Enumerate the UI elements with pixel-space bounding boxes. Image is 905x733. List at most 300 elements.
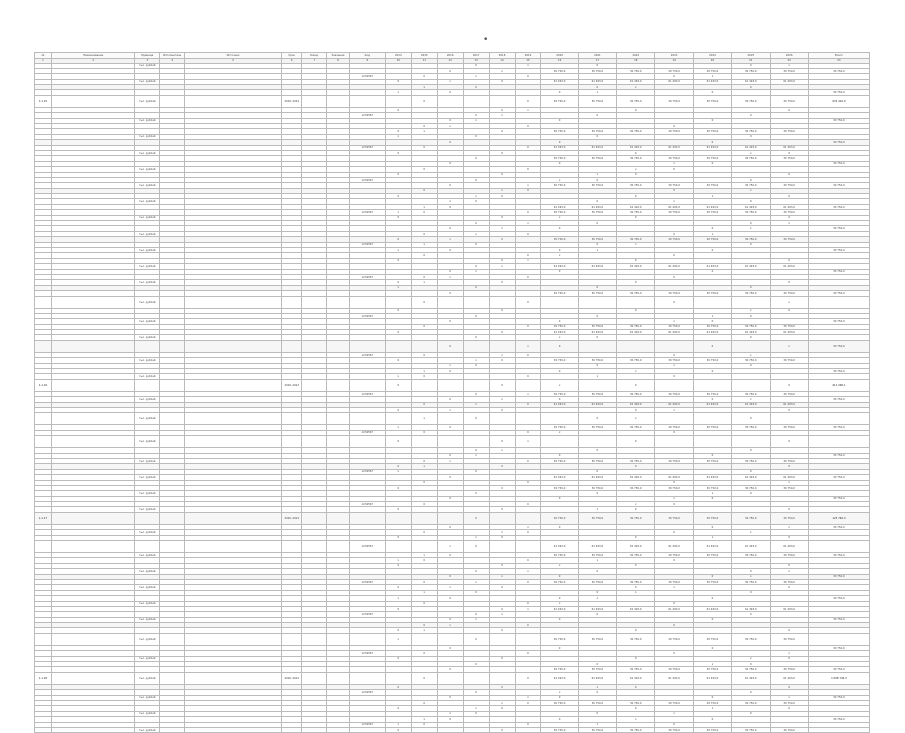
table-cell: 0 xyxy=(463,335,489,340)
table-cell: 0 xyxy=(655,558,693,563)
table-cell xyxy=(51,633,135,645)
table-cell: 30 750,0 xyxy=(541,291,578,296)
data-table xyxy=(34,52,870,732)
table-cell: 30 750,0 xyxy=(770,68,808,73)
table-cell: 30 750,0 xyxy=(655,95,693,107)
header-cell: Единица xyxy=(135,53,160,59)
table-cell: 0 xyxy=(463,177,489,182)
table-cell: тыс. рублей xyxy=(135,507,160,512)
table-cell: 0 xyxy=(385,237,411,242)
table-cell xyxy=(35,436,52,448)
table-cell: 0 xyxy=(385,215,411,220)
table-cell xyxy=(617,340,655,352)
table-cell: х xyxy=(437,711,463,716)
table-cell xyxy=(282,727,302,732)
table-cell: 30 750,0 xyxy=(655,727,693,732)
table-cell: 30 750,0 xyxy=(808,269,869,274)
header-cell: 2015 xyxy=(411,53,437,59)
table-cell: 0 xyxy=(411,231,437,236)
table-cell: 30 750,0 xyxy=(617,68,655,73)
table-cell: 30 750,0 xyxy=(732,68,770,73)
table-cell: х xyxy=(617,717,655,722)
table-cell: 30 750,0 xyxy=(808,667,869,672)
table-cell: 30 750,0 xyxy=(655,68,693,73)
table-cell: х xyxy=(617,413,655,425)
table-cell xyxy=(135,512,160,524)
table-cell xyxy=(51,541,135,553)
table-cell: 30 750,0 xyxy=(808,695,869,700)
column-number: 11 xyxy=(411,59,437,64)
table-cell: 0 xyxy=(463,413,489,425)
table-cell: 0 xyxy=(693,645,731,650)
table-cell: 0 xyxy=(515,722,541,727)
table-cell: 30 750,0 xyxy=(617,512,655,524)
table-cell: 30 750,0 xyxy=(693,324,731,329)
table-cell: 61 493,0 xyxy=(732,475,770,480)
table-cell: х xyxy=(489,188,515,193)
table-cell: 30 750,0 xyxy=(732,579,770,584)
table-cell: х xyxy=(770,695,808,700)
table-cell xyxy=(327,296,350,308)
table-cell xyxy=(302,95,327,107)
table-cell: 30 750,0 xyxy=(808,183,869,188)
table-cell: 30 750,0 xyxy=(655,667,693,672)
table-cell: х xyxy=(655,585,693,590)
table-cell: х xyxy=(770,221,808,226)
table-cell: 974 410,0 xyxy=(808,95,869,107)
table-cell: 0 xyxy=(515,374,541,379)
table-cell xyxy=(515,379,541,391)
table-cell: 30 750,0 xyxy=(770,183,808,188)
table-cell: 0 xyxy=(385,379,411,391)
table-cell: х xyxy=(463,118,489,123)
table-cell: х xyxy=(617,502,655,507)
table-cell: х xyxy=(489,574,515,579)
table-cell: тыс. рублей xyxy=(135,134,160,139)
column-number: 2 xyxy=(51,59,135,64)
table-cell: х xyxy=(385,633,411,645)
table-cell xyxy=(541,436,578,448)
table-cell: 0 xyxy=(411,274,437,279)
table-cell: 0 xyxy=(617,407,655,412)
table-cell: 0 xyxy=(655,430,693,435)
table-cell: х xyxy=(655,199,693,204)
table-cell xyxy=(411,436,437,448)
table-cell: 0 xyxy=(770,507,808,512)
table-cell: 1234567 xyxy=(349,722,385,727)
table-cell: 61 493,0 xyxy=(732,402,770,407)
table-cell: тыс. рублей xyxy=(135,183,160,188)
table-cell: 0 xyxy=(489,79,515,84)
table-cell: 0 xyxy=(515,502,541,507)
table-cell: тыс. рублей xyxy=(135,475,160,480)
table-cell: 61 493,0 xyxy=(541,402,578,407)
table-cell xyxy=(655,379,693,391)
table-cell: 30 750,0 xyxy=(541,553,578,558)
table-cell: тыс. рублей xyxy=(135,319,160,324)
header-cell: 2022 xyxy=(617,53,655,59)
table-cell xyxy=(327,95,350,107)
table-cell xyxy=(463,95,489,107)
table-cell: 30 750,0 xyxy=(655,237,693,242)
table-row xyxy=(35,436,870,448)
table-cell: 30 750,0 xyxy=(693,183,731,188)
table-cell xyxy=(302,340,327,352)
table-cell: 0 xyxy=(655,722,693,727)
table-cell: 0 xyxy=(770,628,808,633)
table-cell: 30 750,0 xyxy=(578,579,616,584)
table-cell xyxy=(302,541,327,553)
table-cell: 0 xyxy=(515,274,541,279)
column-number: 6 xyxy=(282,59,302,64)
table-cell: 0 xyxy=(515,458,541,463)
table-cell xyxy=(411,541,437,553)
table-cell: 30 750,0 xyxy=(770,237,808,242)
table-cell: 0 xyxy=(655,480,693,485)
table-cell: 61 493,0 xyxy=(578,606,616,611)
table-cell: 30 750,0 xyxy=(693,95,731,107)
table-cell xyxy=(51,340,135,352)
table-cell: 30 750,0 xyxy=(770,727,808,732)
table-cell: 30 750,0 xyxy=(693,553,731,558)
table-cell: 1234567 xyxy=(349,242,385,247)
table-cell: 1 098 745,3 xyxy=(808,672,869,684)
table-cell: 0 xyxy=(515,579,541,584)
table-cell xyxy=(437,436,463,448)
table-cell xyxy=(185,95,282,107)
table-cell: 0 xyxy=(578,113,616,118)
table-cell: 30 750,0 xyxy=(808,524,869,529)
table-cell: х xyxy=(437,237,463,242)
table-cell xyxy=(808,633,869,645)
table-cell: 61 493,0 xyxy=(732,541,770,553)
table-cell: 30 750,0 xyxy=(770,210,808,215)
table-cell: х xyxy=(617,85,655,90)
table-cell: 0 xyxy=(437,118,463,123)
table-cell: тыс. рублей xyxy=(135,458,160,463)
table-cell: х xyxy=(617,369,655,374)
table-cell: 0 xyxy=(489,280,515,285)
table-cell: 0 xyxy=(489,535,515,540)
table-cell: 0 xyxy=(489,485,515,490)
table-cell: 61 493,0 xyxy=(693,475,731,480)
table-cell: 0 xyxy=(732,569,770,574)
table-cell: 0 xyxy=(437,453,463,458)
table-cell: х xyxy=(515,391,541,396)
table-cell xyxy=(302,296,327,308)
table-cell xyxy=(437,95,463,107)
table-cell xyxy=(302,727,327,732)
table-cell: 0 xyxy=(515,95,541,107)
table-cell xyxy=(349,436,385,448)
table-cell: 30 750,0 xyxy=(541,237,578,242)
table-cell: 1234567 xyxy=(349,313,385,318)
table-cell: 0 xyxy=(489,379,515,391)
table-cell: 0 xyxy=(770,280,808,285)
table-cell: 30 750,0 xyxy=(617,210,655,215)
table-cell: 61 493,0 xyxy=(655,330,693,335)
table-cell: 30 750,0 xyxy=(617,727,655,732)
table-cell: 0 xyxy=(655,188,693,193)
table-cell: 411 290,1 xyxy=(808,379,869,391)
table-cell xyxy=(185,296,282,308)
table-cell: 30 750,0 xyxy=(617,633,655,645)
table-cell: 0 xyxy=(578,413,616,425)
table-cell: 61 493,0 xyxy=(541,672,578,684)
table-cell: 0 xyxy=(655,623,693,628)
table-cell: 0 xyxy=(541,453,578,458)
table-cell xyxy=(385,296,411,308)
table-cell xyxy=(35,541,52,553)
table-cell: х xyxy=(463,402,489,407)
table-cell: 0 xyxy=(693,397,731,402)
table-cell: 0 xyxy=(541,340,578,352)
table-cell: 0 xyxy=(617,172,655,177)
table-cell: 0 xyxy=(732,85,770,90)
table-cell xyxy=(35,296,52,308)
table-cell: 30 750,0 xyxy=(770,458,808,463)
table-cell: х xyxy=(463,194,489,199)
table-cell: 0 xyxy=(463,569,489,574)
table-cell: 0 xyxy=(732,113,770,118)
table-cell: 30 750,0 xyxy=(617,358,655,363)
table-cell xyxy=(327,436,350,448)
column-number: 8 xyxy=(327,59,350,64)
header-cell: Исполнитель xyxy=(160,53,185,59)
table-cell xyxy=(302,379,327,391)
table-cell: 0 xyxy=(732,491,770,496)
table-cell: 30 750,0 xyxy=(578,512,616,524)
table-cell xyxy=(541,413,578,425)
table-cell: х xyxy=(463,579,489,584)
table-cell: 0 xyxy=(489,407,515,412)
table-cell: 0 xyxy=(541,397,578,402)
table-cell: 0 xyxy=(770,215,808,220)
table-cell xyxy=(463,340,489,352)
table-cell: 0 xyxy=(437,90,463,95)
table-cell xyxy=(808,436,869,448)
table-cell: 0 xyxy=(693,369,731,374)
table-cell: 0 xyxy=(411,623,437,628)
table-cell: х xyxy=(515,221,541,226)
table-cell: 0 xyxy=(515,74,541,79)
table-cell: х xyxy=(437,274,463,279)
table-cell: х xyxy=(411,204,437,209)
table-cell xyxy=(282,296,302,308)
table-cell xyxy=(808,541,869,553)
table-cell: 30 750,0 xyxy=(578,129,616,134)
table-cell: 0 xyxy=(489,129,515,134)
header-cell: Всего xyxy=(808,53,869,59)
table-cell xyxy=(327,672,350,684)
header-cell: 2014 xyxy=(385,53,411,59)
table-cell: х xyxy=(541,601,578,606)
table-cell: х xyxy=(693,535,731,540)
table-cell: х xyxy=(732,397,770,402)
table-cell: 30 750,0 xyxy=(732,633,770,645)
table-cell: 30 750,0 xyxy=(617,553,655,558)
table-cell: х xyxy=(515,695,541,700)
table-cell: 30 750,0 xyxy=(541,358,578,363)
table-cell xyxy=(578,436,616,448)
header-cell: 2020 xyxy=(541,53,578,59)
table-cell: 0 xyxy=(515,530,541,535)
table-cell: 30 750,0 xyxy=(693,579,731,584)
table-cell: х xyxy=(541,253,578,258)
table-cell: 0 xyxy=(385,330,411,335)
table-cell xyxy=(808,296,869,308)
table-cell xyxy=(770,413,808,425)
table-cell xyxy=(51,436,135,448)
table-cell: 0 xyxy=(578,612,616,617)
table-cell: х xyxy=(489,530,515,535)
table-cell: 0 xyxy=(617,628,655,633)
table-cell: х xyxy=(515,258,541,263)
table-cell: 30 750,0 xyxy=(732,512,770,524)
table-cell: 61 493,0 xyxy=(617,204,655,209)
table-cell xyxy=(385,95,411,107)
table-cell xyxy=(327,379,350,391)
table-cell: 30 750,0 xyxy=(732,667,770,672)
table-cell: тыс. рублей xyxy=(135,95,160,107)
table-cell: 0 xyxy=(617,464,655,469)
header-cell: Срок xyxy=(282,53,302,59)
table-cell: 30 750,0 xyxy=(770,291,808,296)
table-cell: 30 750,0 xyxy=(655,129,693,134)
table-cell xyxy=(385,512,411,524)
table-cell: 0 xyxy=(655,253,693,258)
table-cell xyxy=(349,379,385,391)
table-cell: х xyxy=(693,313,731,318)
table-cell: х xyxy=(437,124,463,129)
table-cell: 30 750,0 xyxy=(578,553,616,558)
table-cell: 0 xyxy=(437,340,463,352)
table-cell xyxy=(489,95,515,107)
table-cell: х xyxy=(655,496,693,501)
table-cell: 0 xyxy=(463,285,489,290)
table-cell xyxy=(411,379,437,391)
table-cell: 61 493,0 xyxy=(655,606,693,611)
table-cell: х xyxy=(411,464,437,469)
table-cell: 1234567 xyxy=(349,352,385,357)
table-cell: 0 xyxy=(385,258,411,263)
table-cell: 0 xyxy=(437,369,463,374)
table-cell: х xyxy=(463,617,489,622)
table-cell: 0 xyxy=(578,85,616,90)
table-cell: 30 750,0 xyxy=(808,645,869,650)
table-cell: 0 xyxy=(463,690,489,695)
table-cell: тыс. рублей xyxy=(135,695,160,700)
table-cell: тыс. рублей xyxy=(135,601,160,606)
table-cell: 0 xyxy=(437,183,463,188)
header-cell: 2024 xyxy=(693,53,731,59)
table-cell xyxy=(349,413,385,425)
table-cell: 30 750,0 xyxy=(578,701,616,706)
table-cell: х xyxy=(693,491,731,496)
table-cell: 0 xyxy=(411,188,437,193)
table-cell: 0 xyxy=(770,464,808,469)
table-cell: 0 xyxy=(515,651,541,656)
table-cell xyxy=(302,512,327,524)
table-cell: 0 xyxy=(693,90,731,95)
table-cell: 0 xyxy=(463,391,489,396)
table-cell xyxy=(135,340,160,352)
table-cell: х xyxy=(463,231,489,236)
column-number: 13 xyxy=(463,59,489,64)
table-cell: 0 xyxy=(385,436,411,448)
table-cell: 30 750,0 xyxy=(732,156,770,161)
table-cell: 61 493,0 xyxy=(693,541,731,553)
table-cell: 30 750,0 xyxy=(655,425,693,430)
table-cell: 30 750,0 xyxy=(732,129,770,134)
table-cell: 0 xyxy=(489,727,515,732)
table-cell: 0 xyxy=(437,319,463,324)
table-cell: 0 xyxy=(411,167,437,172)
table-cell: 0 xyxy=(515,124,541,129)
header-cell: Источник xyxy=(185,53,282,59)
table-cell: 0 xyxy=(578,491,616,496)
table-cell: х xyxy=(578,248,616,253)
table-cell: 0 xyxy=(617,563,655,568)
table-cell: х xyxy=(617,242,655,247)
table-cell: 61 493,0 xyxy=(693,264,731,269)
table-cell: 61 493,0 xyxy=(578,145,616,150)
table-cell xyxy=(327,541,350,553)
table-cell: 0 xyxy=(541,226,578,231)
table-cell: 61 493,0 xyxy=(693,79,731,84)
table-cell: 30 750,0 xyxy=(541,210,578,215)
table-cell: 0 xyxy=(693,524,731,529)
table-cell xyxy=(515,727,541,732)
table-cell: 0 xyxy=(578,448,616,453)
table-cell: 0 xyxy=(411,579,437,584)
table-cell: 0 xyxy=(693,118,731,123)
table-cell: 30 750,0 xyxy=(693,425,731,430)
table-cell: тыс. рублей xyxy=(135,617,160,622)
table-cell: 0 xyxy=(770,563,808,568)
table-cell: х xyxy=(385,596,411,601)
table-cell xyxy=(437,413,463,425)
table-cell xyxy=(51,672,135,684)
table-cell: 0 xyxy=(385,308,411,313)
table-cell: 0 xyxy=(437,161,463,166)
table-cell: х xyxy=(732,150,770,155)
table-cell: 0 xyxy=(463,113,489,118)
table-cell: 30 750,0 xyxy=(808,291,869,296)
table-cell: 30 750,0 xyxy=(617,458,655,463)
table-cell: 61 493,0 xyxy=(693,204,731,209)
table-cell: 0 xyxy=(385,464,411,469)
table-cell: 0 xyxy=(693,140,731,145)
table-cell: х xyxy=(732,656,770,661)
table-cell: 30 750,0 xyxy=(617,391,655,396)
table-cell xyxy=(185,436,282,448)
table-cell: 0 xyxy=(515,623,541,628)
table-cell: 0 xyxy=(411,722,437,727)
table-cell: 0 xyxy=(655,124,693,129)
column-number: 5 xyxy=(185,59,282,64)
table-cell: 30 750,0 xyxy=(770,633,808,645)
table-cell: 0 xyxy=(655,502,693,507)
table-cell: 61 493,0 xyxy=(578,541,616,553)
table-cell: 30 750,0 xyxy=(693,633,731,645)
column-number: 22 xyxy=(770,59,808,64)
table-cell: 0 xyxy=(732,134,770,139)
table-cell xyxy=(327,633,350,645)
table-cell xyxy=(185,379,282,391)
table-cell: 0 xyxy=(489,358,515,363)
table-cell: 0 xyxy=(437,524,463,529)
